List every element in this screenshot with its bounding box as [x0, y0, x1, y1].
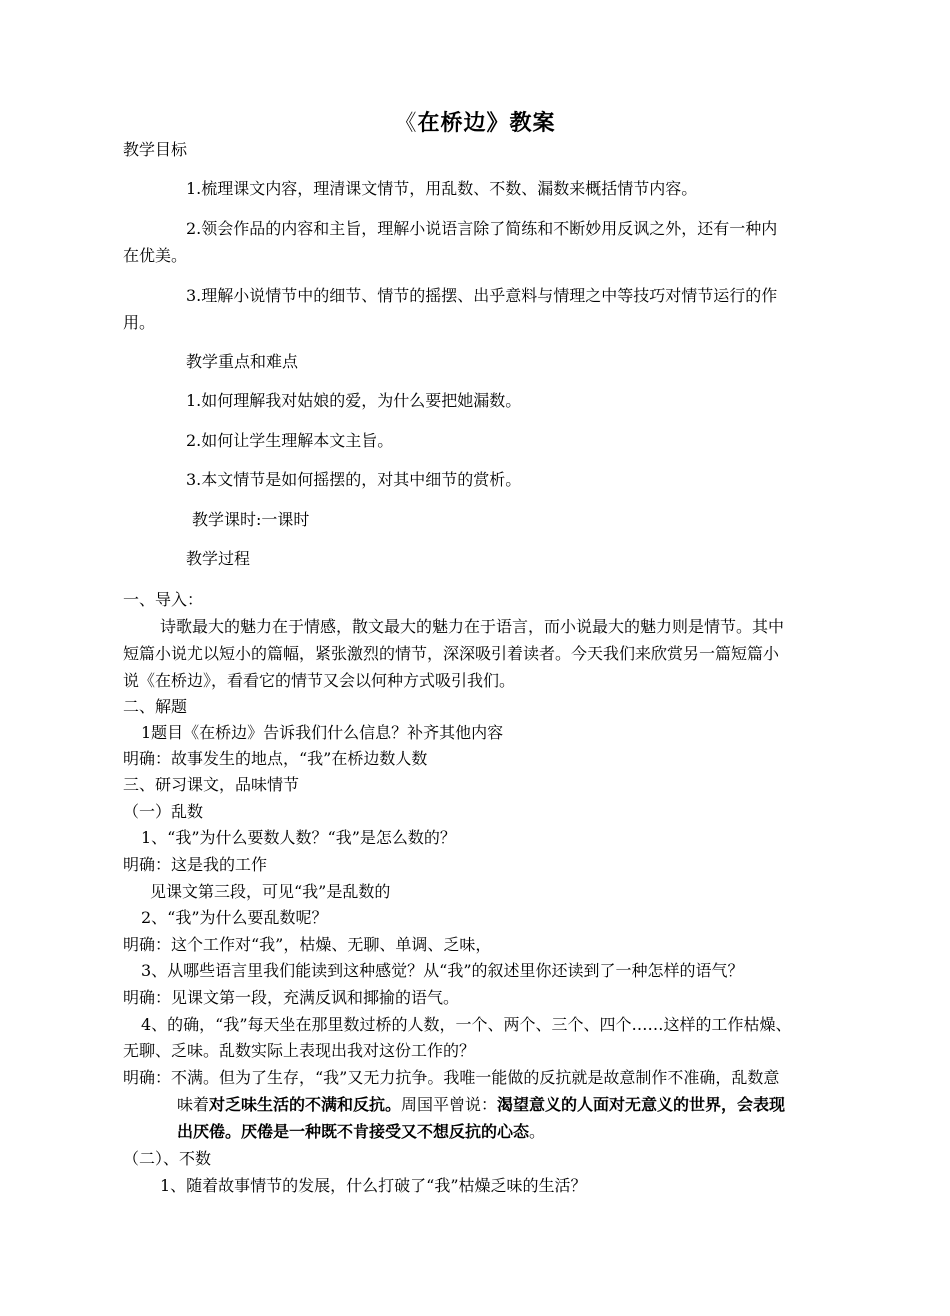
answer-4-cont [177, 1092, 785, 1118]
intro-paragraph-line-2: 短篇小说尤以短小的篇幅，紧张激烈的情节，深深吸引着读者。今天我们来欣赏另一篇短篇小 [123, 644, 780, 663]
intro-paragraph-line-3: 说《在桥边》，看看它的情节又会以何种方式吸引我们。 [123, 671, 516, 690]
answer-4-quote-end: 出厌倦。厌倦是一种既不肯接受又不想反抗的心态 [177, 1122, 530, 1141]
answer-4-bold-a: 对乏味生活的不满和反抗。 [209, 1095, 402, 1114]
subsection-2-heading: （二）、不数 [123, 1149, 212, 1168]
document-title [0, 106, 950, 137]
section-heading-goals: 教学目标 [123, 140, 188, 159]
answer-1-note: 见课文第三段，可见“我”是乱数的 [150, 882, 391, 901]
intro-paragraph-line-1: 诗歌最大的魅力在于情感，散文最大的魅力在于语言，而小说最大的魅力则是情节。其中 [160, 617, 785, 636]
answer-2: 明确：这个工作对“我”，枯燥、无聊、单调、乏味， [123, 935, 492, 954]
goal-item-1: 1.梳理课文内容，理清课文情节，用乱数、不数、漏数来概括情节内容。 [186, 179, 698, 198]
title-text: 在桥边》教案 [417, 110, 556, 136]
section-heading-process: 教学过程 [186, 549, 251, 568]
key-point-3: 3.本文情节是如何摇摆的，对其中细节的赏析。 [186, 470, 522, 489]
title-open-quote: 《 [394, 111, 418, 136]
part-2-heading: 二、解题 [123, 697, 188, 716]
section-heading-key-points: 教学重点和难点 [186, 352, 299, 371]
part-3-heading: 三、研习课文，品味情节 [123, 775, 300, 794]
goal-item-2: 2.领会作品的内容和主旨，理解小说语言除了简练和不断妙用反讽之外，还有一种内 [186, 219, 778, 238]
answer-4-text-a: 味着 [177, 1095, 210, 1114]
subsection-1-heading: （一）乱数 [123, 802, 204, 821]
question-2: 2、“我”为什么要乱数呢？ [141, 908, 328, 927]
answer-3: 明确：见课文第一段，充满反讽和揶揄的语气。 [123, 988, 460, 1007]
key-point-1: 1.如何理解我对姑娘的爱，为什么要把她漏数。 [186, 391, 522, 410]
answer-4: 明确：不满。但为了生存，“我”又无力抗争。我唯一能做的反抗就是故意制作不准确，乱数意 [123, 1068, 780, 1087]
answer-4-text-b: 周国平曾说： [401, 1095, 498, 1114]
question-4-cont: 无聊、乏味。乱数实际上表现出我对这份工作的？ [123, 1041, 476, 1060]
part-1-heading: 一、导入： [123, 590, 204, 609]
question-4: 4、的确，“我”每天坐在那里数过桥的人数，一个、两个、三个、四个……这样的工作枯燥、 [141, 1015, 792, 1034]
question-1: 1、“我”为什么要数人数？“我”是怎么数的？ [141, 828, 456, 847]
goal-item-2-cont: 在优美。 [123, 246, 188, 265]
answer-4-period: 。 [529, 1122, 546, 1141]
answer-4-quote-cont [177, 1119, 545, 1145]
class-hours: 教学课时:一课时 [192, 510, 310, 529]
subsection-2-question-1: 1、随着故事情节的发展，什么打破了“我”枯燥乏味的生活？ [160, 1176, 587, 1195]
question-3: 3、从哪些语言里我们能读到这种感觉？从“我”的叙述里你还读到了一种怎样的语气？ [141, 961, 744, 980]
key-point-2: 2.如何让学生理解本文主旨。 [186, 431, 394, 450]
question-title: 1题目《在桥边》告诉我们什么信息？补齐其他内容 [141, 723, 504, 742]
answer-4-quote: 渴望意义的人面对无意义的世界，会表现 [497, 1095, 786, 1114]
answer-title: 明确：故事发生的地点，“我”在桥边数人数 [123, 749, 428, 768]
goal-item-3: 3.理解小说情节中的细节、情节的摇摆、出乎意料与情理之中等技巧对情节运行的作 [186, 286, 778, 305]
answer-1: 明确：这是我的工作 [123, 855, 268, 874]
goal-item-3-cont: 用。 [123, 313, 156, 332]
